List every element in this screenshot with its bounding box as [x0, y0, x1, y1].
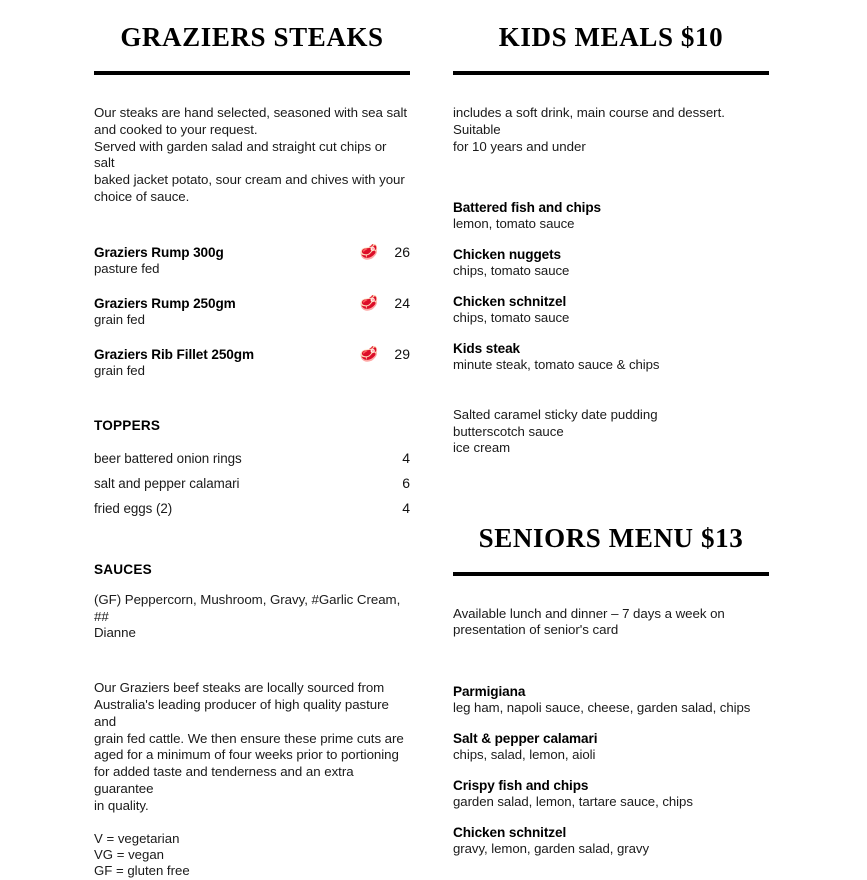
right-column: [437, 0, 785, 857]
menu-item[interactable]: [453, 340, 769, 373]
menu-item-description: garden salad, lemon, tartare sauce, chips: [453, 794, 693, 810]
legend-line: GF = gluten free: [94, 863, 190, 879]
menu-item-description: chips, salad, lemon, aioli: [453, 747, 596, 763]
menu-item-name: Battered fish and chips: [453, 200, 602, 216]
kids-intro-line: for 10 years and under: [453, 138, 586, 154]
topper-price: 4: [402, 499, 410, 516]
provenance-paragraph: [94, 680, 410, 814]
steaks-intro-line: Our steaks are hand selected, seasoned with sea salt: [94, 105, 408, 120]
seniors-intro: [453, 606, 769, 640]
cut-of-meat-emoji-icon: 🥩: [359, 345, 379, 363]
menu-item-name: Graziers Rump 250gm: [94, 295, 236, 311]
legend-line: VG = vegan: [94, 846, 165, 862]
provenance-line: grain fed cattle. We then ensure these prime cuts are: [94, 730, 404, 746]
menu-item-description: chips, tomato sauce: [453, 310, 570, 326]
menu-item[interactable]: [453, 683, 769, 716]
menu-item-name: Chicken schnitzel: [453, 825, 567, 841]
dessert-line: ice cream: [453, 440, 511, 456]
topper-name: beer battered onion rings: [94, 450, 242, 466]
menu-item-price: 24: [394, 294, 410, 311]
topper-row[interactable]: [94, 500, 410, 517]
kids-section-title: KIDS MEALS $10: [498, 22, 724, 52]
topper-name: salt and pepper calamari: [94, 475, 240, 491]
topper-row[interactable]: [94, 450, 410, 467]
dessert-line: butterscotch sauce: [453, 423, 564, 439]
toppers-heading: TOPPERS: [94, 417, 161, 433]
menu-item-price: 26: [394, 243, 410, 260]
menu-item-name: Graziers Rib Fillet 250gm: [94, 346, 254, 362]
sauces-line: (GF) Peppercorn, Mushroom, Gravy, #Garlic Cream, ##: [94, 591, 401, 624]
menu-item[interactable]: [453, 824, 769, 857]
left-column: [78, 0, 426, 880]
menu-item-name: Crispy fish and chips: [453, 778, 589, 794]
legend-line: V = vegetarian: [94, 830, 180, 846]
steaks-intro-line: choice of sauce.: [94, 188, 190, 204]
menu-item[interactable]: [453, 777, 769, 810]
menu-item-description: leg ham, napoli sauce, cheese, garden salad, chips: [453, 700, 751, 716]
dietary-legend: [94, 831, 410, 880]
steaks-intro-line: Served with garden salad and straight cut chips or salt: [94, 138, 387, 171]
topper-row[interactable]: [94, 475, 410, 492]
cut-of-meat-emoji-icon: 🥩: [359, 294, 379, 312]
topper-price: 4: [402, 449, 410, 466]
seniors-intro-line: Available lunch and dinner – 7 days a week on: [453, 605, 725, 621]
sauces-heading: SAUCES: [94, 561, 152, 577]
menu-item[interactable]: [453, 730, 769, 763]
topper-price: 6: [402, 474, 410, 491]
steaks-intro: [94, 105, 410, 206]
sauces-line: Dianne: [94, 625, 136, 641]
menu-item-description: grain fed: [94, 362, 145, 378]
provenance-line: Australia's leading producer of high quality pasture and: [94, 696, 389, 729]
menu-item-name: Chicken nuggets: [453, 247, 562, 263]
menu-item-price: 29: [394, 345, 410, 362]
menu-item-name: Kids steak: [453, 341, 521, 357]
menu-item-description: lemon, tomato sauce: [453, 216, 575, 232]
dessert-line: Salted caramel sticky date pudding: [453, 407, 658, 423]
menu-item-name: Parmigiana: [453, 684, 526, 700]
kids-dessert: [453, 407, 769, 456]
steaks-section-title: GRAZIERS STEAKS: [120, 22, 384, 52]
provenance-line: in quality.: [94, 797, 149, 813]
menu-item[interactable]: [94, 295, 410, 328]
seniors-section-title: SENIORS MENU $13: [478, 522, 744, 553]
menu-item-name: Graziers Rump 300g: [94, 244, 224, 260]
menu-item-name: Salt & pepper calamari: [453, 731, 598, 747]
menu-item-description: grain fed: [94, 311, 145, 327]
menu-item-name: Chicken schnitzel: [453, 294, 567, 310]
menu-item-description: chips, tomato sauce: [453, 263, 570, 279]
menu-item[interactable]: [453, 246, 769, 279]
menu-item-description: gravy, lemon, garden salad, gravy: [453, 841, 650, 857]
menu-item[interactable]: [453, 293, 769, 326]
topper-name: fried eggs (2): [94, 500, 173, 516]
menu-item[interactable]: [94, 346, 410, 379]
menu-item-description: pasture fed: [94, 260, 160, 276]
provenance-line: for added taste and tenderness and an extra guarantee: [94, 764, 354, 796]
menu-item[interactable]: [453, 199, 769, 232]
steaks-intro-line: and cooked to your request.: [94, 121, 258, 137]
kids-intro-line: includes a soft drink, main course and dessert. Suitable: [453, 105, 725, 137]
steaks-intro-line: baked jacket potato, sour cream and chives with your: [94, 172, 405, 188]
provenance-line: Our Graziers beef steaks are locally sourced from: [94, 680, 385, 696]
seniors-intro-line: presentation of senior's card: [453, 622, 619, 638]
sauces-list: [94, 592, 410, 642]
menu-item[interactable]: [94, 244, 410, 277]
cut-of-meat-emoji-icon: 🥩: [359, 243, 379, 261]
provenance-line: aged for a minimum of four weeks prior to portioning: [94, 747, 399, 763]
menu-item-description: minute steak, tomato sauce & chips: [453, 357, 660, 373]
kids-intro: [453, 105, 769, 155]
